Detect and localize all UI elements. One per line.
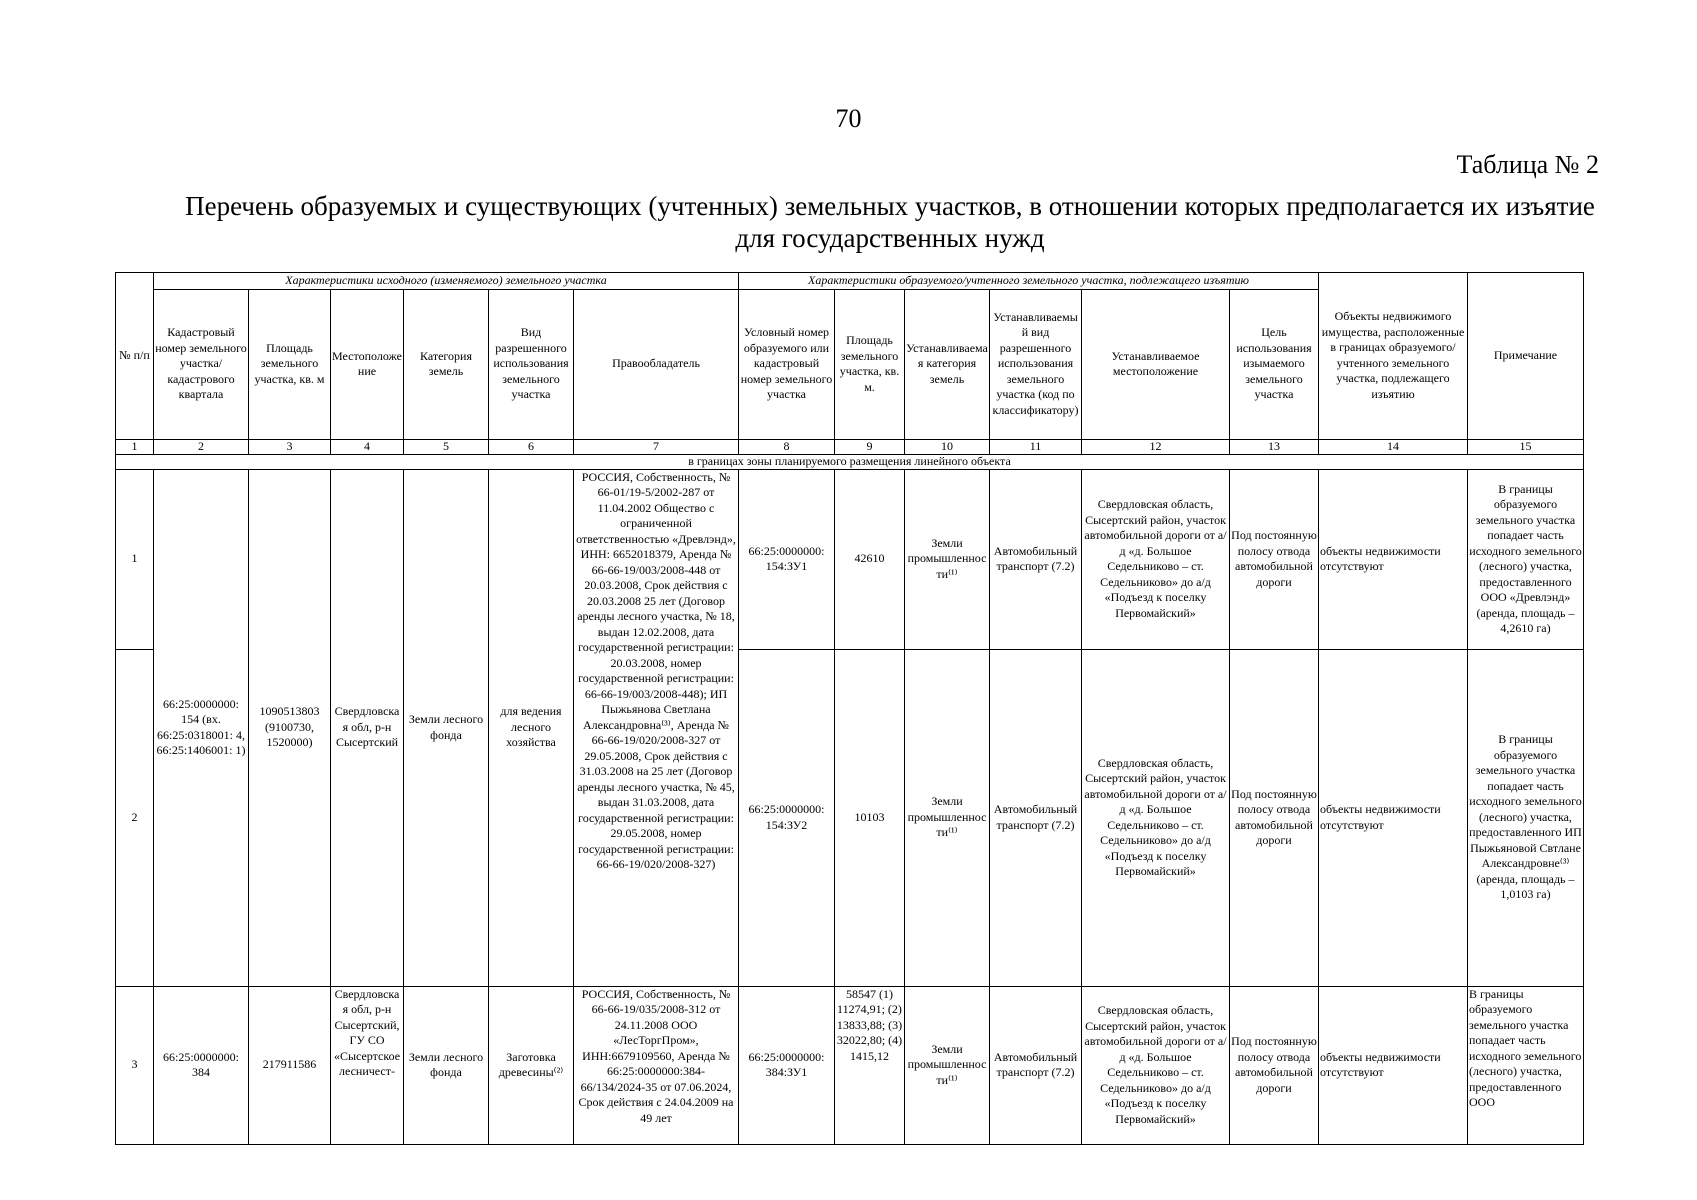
new-category-cell: Земли промышленности⁽¹⁾ — [905, 986, 990, 1144]
header-cell-8: Условный номер образуемого или кадастровый номер земельного участка — [739, 289, 835, 439]
col-number: 8 — [739, 439, 835, 454]
row-number: 1 — [116, 469, 154, 649]
area-cell: 217911586 — [249, 986, 331, 1144]
location-cell: Свердловская обл, р-н Сысертский, ГУ СО «Сысертское лесничест- — [331, 986, 404, 1144]
header-cell-7: Правообладатель — [574, 289, 739, 439]
formed-number-cell: 66:25:0000000: 154:ЗУ2 — [739, 649, 835, 986]
document-title: Перечень образуемых и существующих (учтенных) земельных участков, в отношении которых предполагается их изъятие для государственных нужд — [185, 191, 1595, 253]
group-header-formed: Характеристики образуемого/учтенного земельного участка, подлежащего изъятию — [739, 273, 1319, 290]
col-number: 14 — [1319, 439, 1468, 454]
row-number: 3 — [116, 986, 154, 1144]
header-cell-5: Категория земель — [404, 289, 489, 439]
cadastral-number-cell: 66:25:0000000: 154 (вх. 66:25:0318001: 4, 66:25:1406001: 1) — [154, 469, 249, 986]
formed-area-cell: 58547 (1) 11274,91; (2) 13833,88; (3) 32022,80; (4) 1415,12 — [835, 986, 905, 1144]
objects-cell: объекты недвижимости отсутствуют — [1319, 469, 1468, 649]
col-number: 12 — [1082, 439, 1230, 454]
col-number: 15 — [1468, 439, 1584, 454]
column-number-row — [116, 439, 1584, 454]
table-row — [116, 469, 1584, 649]
purpose-cell: Под постоянную полосу отвода автомобильной дороги — [1230, 986, 1319, 1144]
land-plots-table — [115, 272, 1584, 1145]
new-use-cell: Автомобильный транспорт (7.2) — [990, 986, 1082, 1144]
new-use-cell: Автомобильный транспорт (7.2) — [990, 469, 1082, 649]
header-cell-9: Площадь земельного участка, кв. м. — [835, 289, 905, 439]
new-category-cell: Земли промышленности⁽¹⁾ — [905, 469, 990, 649]
row-number: 2 — [116, 649, 154, 986]
land-category-cell: Земли лесного фонда — [404, 986, 489, 1144]
col-number: 11 — [990, 439, 1082, 454]
header-cell-13: Цель использования изымаемого земельного участка — [1230, 289, 1319, 439]
table-row — [116, 986, 1584, 1144]
objects-cell: объекты недвижимости отсутствуют — [1319, 649, 1468, 986]
formed-area-cell: 42610 — [835, 469, 905, 649]
header-cell-4: Местоположение — [331, 289, 404, 439]
col-number: 10 — [905, 439, 990, 454]
header-cell-1: № п/п — [116, 273, 154, 440]
note-cell: В границы образуемого земельного участка попадает часть исходного земельного (лесного) участка, предоставленного ООО «Древлэнд» (аренда, площадь – 4,2610 га) — [1468, 469, 1584, 649]
header-cell-2: Кадастровый номер земельного участка/ кадастрового квартала — [154, 289, 249, 439]
header-cell-15: Примечание — [1468, 273, 1584, 440]
new-category-cell: Земли промышленности⁽¹⁾ — [905, 649, 990, 986]
col-number: 9 — [835, 439, 905, 454]
col-number: 3 — [249, 439, 331, 454]
location-cell: Свердловская обл, р-н Сысертский — [331, 469, 404, 986]
objects-cell: объекты недвижимости отсутствуют — [1319, 986, 1468, 1144]
formed-area-cell: 10103 — [835, 649, 905, 986]
header-cell-11: Устанавливаемый вид разрешенного использования земельного участка (код по классификатору) — [990, 289, 1082, 439]
new-location-cell: Свердловская область, Сысертский район, участок автомобильной дороги от а/д «д. Большое Седельниково – ст. Седельниково» до а/д «Подъезд к поселку Первомайский» — [1082, 469, 1230, 649]
header-cell-10: Устанавливаемая категория земель — [905, 289, 990, 439]
header-cell-3: Площадь земельного участка, кв. м — [249, 289, 331, 439]
note-cell: В границы образуемого земельного участка попадает часть исходного земельного (лесного) участка, предоставленного ИП Пыжьяновой Свтлане Александровне⁽³⁾ (аренда, площадь – 1,0103 га) — [1468, 649, 1584, 986]
owner-cell: РОССИЯ, Собственность, № 66-01/19-5/2002-287 от 11.04.2002 Общество с ограниченной ответственностью «Древлэнд», ИНН: 6652018379, Аренда № 66-66-19/003/2008-448 от 20.03.2008, Срок действия с 20.03.2008 25 лет (Договор аренды лесного участка, № 18, выдан 12.02.2008, дата государственной регистрации: 20.03.2008, номер государственной регистрации: 66-66-19/003/2008-448); ИП Пыжьянова Светлана Александровна⁽³⁾, Аренда № 66-66-19/020/2008-327 от 29.05.2008, Срок действия с 31.03.2008 на 25 лет (Договор аренды лесного участка, № 45, выдан 31.03.2008, дата государственной регистрации: 29.05.2008, номер государственной регистрации: 66-66-19/020/2008-327) — [574, 469, 739, 986]
permitted-use-cell: для ведения лесного хозяйства — [489, 469, 574, 986]
group-header-source: Характеристики исходного (изменяемого) земельного участка — [154, 273, 739, 290]
col-number: 7 — [574, 439, 739, 454]
owner-cell: РОССИЯ, Собственность, № 66-66-19/035/2008-312 от 24.11.2008 ООО «ЛесТоргПром», ИНН:6679109560, Аренда № 66:25:0000000:384-66/134/2024-35 от 07.06.2024, Срок действия с 24.04.2009 на 49 лет — [574, 986, 739, 1144]
purpose-cell: Под постоянную полосу отвода автомобильной дороги — [1230, 649, 1319, 986]
new-use-cell: Автомобильный транспорт (7.2) — [990, 649, 1082, 986]
purpose-cell: Под постоянную полосу отвода автомобильной дороги — [1230, 469, 1319, 649]
new-location-cell: Свердловская область, Сысертский район, участок автомобильной дороги от а/д «д. Большое Седельниково – ст. Седельниково» до а/д «Подъезд к поселку Первомайский» — [1082, 649, 1230, 986]
col-number: 5 — [404, 439, 489, 454]
note-cell: В границы образуемого земельного участка попадает часть исходного земельного (лесного) участка, предоставленного ООО — [1468, 986, 1584, 1144]
group-header-row — [116, 273, 1584, 290]
zone-row — [116, 454, 1584, 469]
table-number: Таблица № 2 — [1456, 150, 1599, 179]
formed-number-cell: 66:25:0000000: 154:ЗУ1 — [739, 469, 835, 649]
header-cell-12: Устанавливаемое местоположение — [1082, 289, 1230, 439]
area-cell: 1090513803 (9100730, 1520000) — [249, 469, 331, 986]
new-location-cell: Свердловская область, Сысертский район, участок автомобильной дороги от а/д «д. Большое Седельниково – ст. Седельниково» до а/д «Подъезд к поселку Первомайский» — [1082, 986, 1230, 1144]
header-cell-6: Вид разрешенного использования земельного участка — [489, 289, 574, 439]
land-category-cell: Земли лесного фонда — [404, 469, 489, 986]
permitted-use-cell: Заготовка древесины⁽²⁾ — [489, 986, 574, 1144]
zone-title: в границах зоны планируемого размещения линейного объекта — [116, 454, 1584, 469]
page-number: 70 — [835, 104, 862, 133]
header-cell-14: Объекты недвижимого имущества, расположенные в границах образуемого/учтенного земельного участка, подлежащего изъятию — [1319, 273, 1468, 440]
col-number: 6 — [489, 439, 574, 454]
col-number: 2 — [154, 439, 249, 454]
formed-number-cell: 66:25:0000000: 384:ЗУ1 — [739, 986, 835, 1144]
cadastral-number-cell: 66:25:0000000: 384 — [154, 986, 249, 1144]
col-number: 13 — [1230, 439, 1319, 454]
col-number: 1 — [116, 439, 154, 454]
col-number: 4 — [331, 439, 404, 454]
